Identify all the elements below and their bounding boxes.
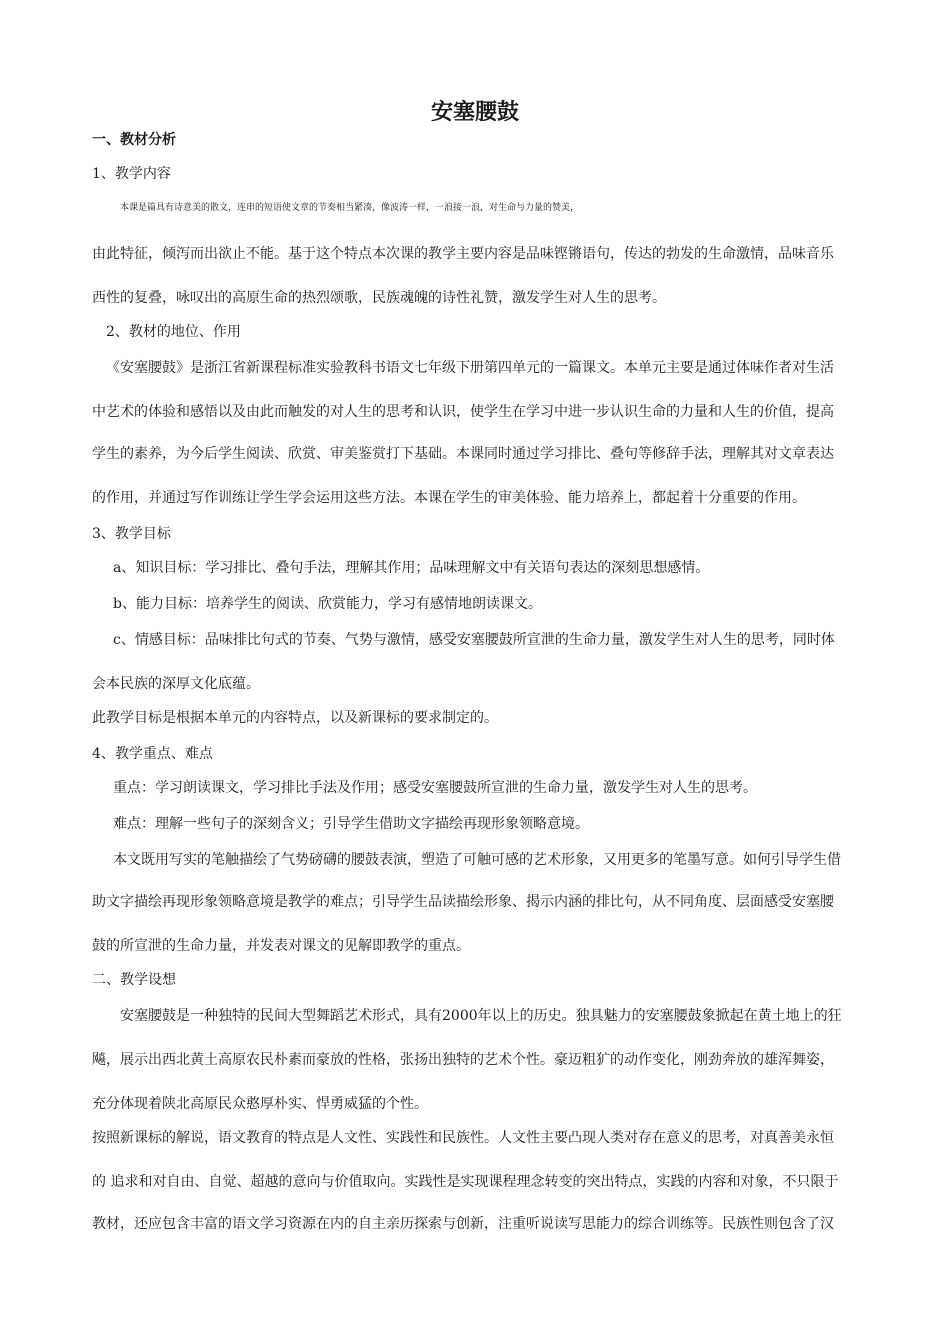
paragraph-line: 教材，还应包含丰富的语文学习资源在内的自主亲历探索与创新，注重听说读写思能力的综合训练等。民族性则包含了汉 [92,1216,834,1232]
document-title: 安塞腰鼓 [430,100,519,125]
subsection-heading: 2、教材的地位、作用 [106,324,241,340]
paragraph-line: 的 追求和对自由、自觉、超越的意向与价值取向。实践性是实现课程理念转变的突出特点，实践的内容和对象，不只限于 [92,1174,839,1190]
objective-line: b、能力目标：培养学生的阅读、欣赏能力，学习有感情地朗读课文。 [113,596,542,612]
paragraph-line: 由此特征，倾泻而出欲止不能。基于这个特点本次课的教学主要内容是品味铿锵语句，传达的勃发的生命激情，品味音乐 [92,246,834,262]
difficulty-line: 难点：理解一些句子的深刻含义；引导学生借助文字描绘再现形象领略意境。 [113,816,589,832]
paragraph-line: 西性的复叠，咏叹出的高原生命的热烈颂歌，民族魂魄的诗性礼赞，激发学生对人生的思考。 [92,290,666,306]
paragraph-line: 的作用，并通过写作训练让学生学会运用这些方法。本课在学生的审美体验、能力培养上，都起着十分重要的作用。 [92,490,806,506]
subsection-heading: 1、教学内容 [92,166,171,182]
paragraph-line: 安塞腰鼓是一种独特的民间大型舞蹈艺术形式，具有2000年以上的历史。独具魅力的安塞腰鼓象掀起在黄土地上的狂 [120,1008,842,1024]
objective-line: a、知识目标：学习排比、叠句手法，理解其作用；品味理解文中有关语句表达的深刻思想感情。 [113,560,710,576]
section-heading-2: 二、教学设想 [92,972,176,988]
section-heading-1: 一、教材分析 [92,132,176,148]
paragraph-line: 充分体现着陕北高原民众憨厚朴实、悍勇威猛的个性。 [92,1096,428,1112]
paragraph-line: 按照新课标的解说，语文教育的特点是人文性、实践性和民族性。人文性主要凸现人类对存在意义的思考，对真善美永恒 [92,1130,834,1146]
key-point-line: 重点：学习朗读课文，学习排比手法及作用；感受安塞腰鼓所宣泄的生命力量，激发学生对人生的思考。 [113,780,757,796]
paragraph-line: 本文既用写实的笔触描绘了气势磅礴的腰鼓表演，塑造了可触可感的艺术形象，又用更多的笔墨写意。如何引导学生借 [113,852,841,868]
paragraph-line: 鼓的所宣泄的生命力量，并发表对课文的见解即教学的重点。 [92,938,470,954]
paragraph-line: 中艺术的体验和感悟以及由此而触发的对人生的思考和认识，使学生在学习中进一步认识生命的力量和人生的价值，提高 [92,404,834,420]
objective-line: c、情感目标：品味排比句式的节奏、气势与激情，感受安塞腰鼓所宣泄的生命力量，激发学生对人生的思考，同时体 [113,632,835,648]
paragraph-line: 此教学目标是根据本单元的内容特点，以及新课标的要求制定的。 [92,710,498,726]
paragraph-line: 《安塞腰鼓》是浙江省新课程标准实验教科书语文七年级下册第四单元的一篇课文。本单元主要是通过体味作者对生活 [106,360,834,376]
paragraph-line: 本课是篇具有诗意美的散文，连串的短语使文章的节奏相当紧凑，像波涛一样，一浪接一浪，对生命与力量的赞美， [120,203,580,213]
paragraph-line: 会本民族的深厚文化底蕴。 [92,676,260,692]
paragraph-line: 飚，展示出西北黄土高原农民朴素而豪放的性格，张扬出独特的艺术个性。豪迈粗犷的动作变化，刚劲奔放的雄浑舞姿， [92,1052,834,1068]
subsection-heading: 4、教学重点、难点 [92,746,213,762]
paragraph-line: 助文字描绘再现形象领略意境是教学的难点；引导学生品读描绘形象、揭示内涵的排比句，从不同角度、层面感受安塞腰 [92,894,834,910]
subsection-heading: 3、教学目标 [92,526,171,542]
paragraph-line: 学生的素养，为今后学生阅读、欣赏、审美鉴赏打下基础。本课同时通过学习排比、叠句等修辞手法，理解其对文章表达 [92,446,834,462]
